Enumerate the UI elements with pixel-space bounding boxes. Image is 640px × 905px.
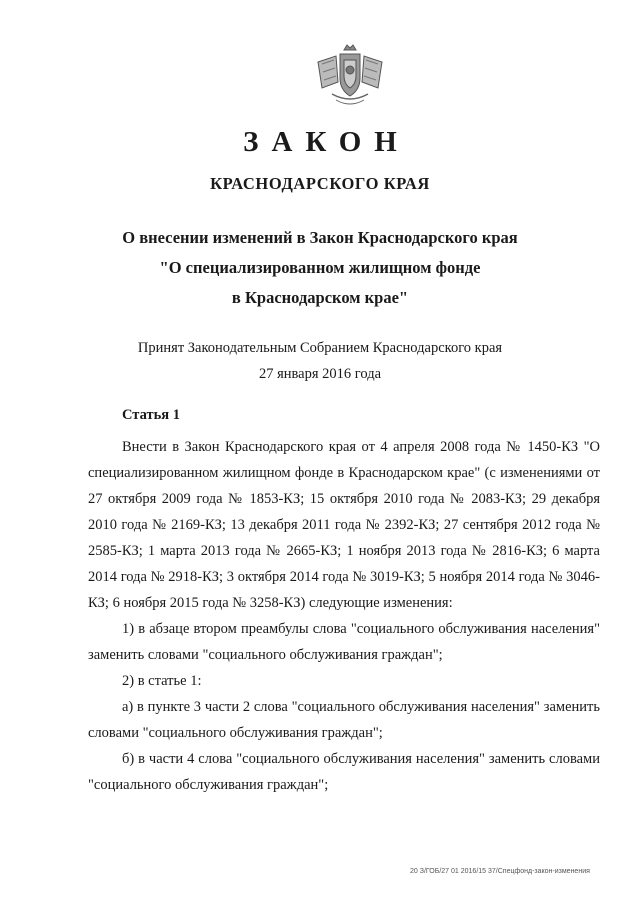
title-line-3: в Краснодарском крае": [231, 288, 409, 307]
law-heading: ЗАКОН: [243, 126, 410, 158]
document-footer-code: 20 З/ГОБ/27 01 2016/15 37/Спецфонд-закон-изменения: [410, 868, 590, 875]
coat-of-arms-emblem: [314, 42, 386, 110]
article-body: [88, 434, 600, 798]
article-paragraph: а) в пункте 3 части 2 слова "социального обслуживания населения" заменить словами "социального обслуживания граждан";: [88, 699, 600, 741]
article-paragraph: 1) в абзаце втором преамбулы слова "социального обслуживания населения" заменить словами "социального обслуживания граждан";: [88, 621, 600, 663]
region-heading: КРАСНОДАРСКОГО КРАЯ: [210, 174, 430, 193]
article-paragraph: Внести в Закон Краснодарского края от 4 апреля 2008 года № 1450-КЗ "О специализированном жилищном фонде в Краснодарском крае" (с изменениями от 27 октября 2009 года № 1853-КЗ; 15 октября 2010 года № 2083-КЗ; 29 декабря 2010 года № 2169-КЗ; 13 декабря 2011 года № 2392-КЗ; 27 сентября 2012 года № 2585-КЗ; 1 марта 2013 года № 2665-КЗ; 1 ноября 2013 года № 2816-КЗ; 6 марта 2014 года № 2918-КЗ; 3 октября 2014 года № 3019-КЗ; 5 ноября 2014 года № 3046-КЗ; 6 ноября 2015 года № 3258-КЗ) следующие изменения:: [88, 439, 600, 611]
title-line-1: О внесении изменений в Закон Краснодарского края: [122, 228, 518, 247]
title-line-2: "О специализированном жилищном фонде: [159, 258, 481, 277]
article-heading: Статья 1: [122, 407, 180, 423]
article-paragraph: б) в части 4 слова "социального обслуживания населения" заменить словами "социального обслуживания граждан";: [88, 751, 600, 793]
adoption-date: 27 января 2016 года: [258, 366, 382, 382]
article-paragraph: 2) в статье 1:: [122, 673, 202, 689]
adoption-note: Принят Законодательным Собранием Краснодарского края: [137, 340, 503, 356]
